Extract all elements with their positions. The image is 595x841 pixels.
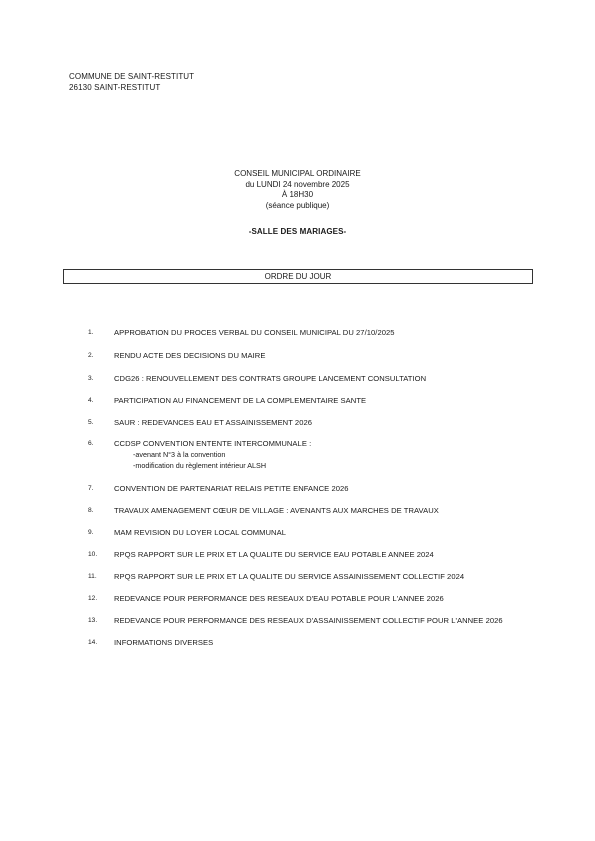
agenda-item-number: 13. — [88, 617, 98, 624]
agenda-item-number: 5. — [88, 419, 94, 426]
agenda-item-number: 1. — [88, 329, 94, 336]
agenda-item-text: RPQS RAPPORT SUR LE PRIX ET LA QUALITE DU SERVICE ASSAINISSEMENT COLLECTIF 2024 — [114, 572, 465, 581]
agenda-item-text: RPQS RAPPORT SUR LE PRIX ET LA QUALITE DU SERVICE EAU POTABLE ANNEE 2024 — [114, 550, 434, 559]
meeting-title: CONSEIL MUNICIPAL ORDINAIRE — [234, 169, 361, 178]
agenda-item-number: 7. — [88, 485, 94, 492]
address-line-1: COMMUNE DE SAINT-RESTITUT — [69, 72, 195, 81]
agenda-item-number: 9. — [88, 529, 94, 536]
meeting-session: (séance publique) — [265, 200, 330, 210]
agenda-item-text: INFORMATIONS DIVERSES — [114, 638, 214, 647]
agenda-item-number: 3. — [88, 375, 94, 382]
agenda-item-text: TRAVAUX AMENAGEMENT CŒUR DE VILLAGE : AVENANTS AUX MARCHES DE TRAVAUX — [114, 506, 439, 515]
agenda-item-text: RENDU ACTE DES DECISIONS DU MAIRE — [114, 351, 266, 360]
agenda-item-text: MAM REVISION DU LOYER LOCAL COMMUNAL — [114, 528, 286, 537]
agenda-subitem: -avenant N°3 à la convention — [133, 450, 226, 459]
agenda-item-number: 4. — [88, 397, 94, 404]
agenda-item-number: 11. — [88, 573, 97, 580]
agenda-item-text: CCDSP CONVENTION ENTENTE INTERCOMMUNALE : — [114, 439, 312, 448]
agenda-item-text: REDEVANCE POUR PERFORMANCE DES RESEAUX D'ASSAINISSEMENT COLLECTIF POUR L'ANNEE 2026 — [114, 616, 503, 625]
meeting-room: -SALLE DES MARIAGES- — [248, 227, 347, 236]
agenda-item-text: CONVENTION DE PARTENARIAT RELAIS PETITE ENFANCE 2026 — [114, 484, 349, 493]
agenda-item-number: 2. — [88, 352, 94, 359]
agenda-item-text: SAUR : REDEVANCES EAU ET ASSAINISSEMENT 2026 — [114, 418, 313, 427]
agenda-item-number: 6. — [88, 440, 94, 447]
agenda-item-text: APPROBATION DU PROCES VERBAL DU CONSEIL MUNICIPAL DU 27/10/2025 — [114, 328, 395, 337]
agenda-item-number: 14. — [88, 639, 98, 646]
meeting-date: du LUNDI 24 novembre 2025 — [245, 179, 350, 189]
address-line-2: 26130 SAINT-RESTITUT — [69, 83, 161, 92]
agenda-item-text: CDG26 : RENOUVELLEMENT DES CONTRATS GROUPE LANCEMENT CONSULTATION — [114, 374, 427, 383]
agenda-item-text: REDEVANCE POUR PERFORMANCE DES RESEAUX D'EAU POTABLE POUR L'ANNEE 2026 — [114, 594, 444, 603]
agenda-item-text: PARTICIPATION AU FINANCEMENT DE LA COMPLEMENTAIRE SANTE — [114, 396, 367, 405]
meeting-time: À 18H30 — [281, 190, 314, 199]
agenda-item-number: 10. — [88, 551, 98, 558]
agenda-subitem: -modification du règlement intérieur ALSH — [133, 461, 267, 470]
agenda-title: ORDRE DU JOUR — [63, 269, 533, 284]
agenda-item-number: 8. — [88, 507, 94, 514]
agenda-item-number: 12. — [88, 595, 98, 602]
